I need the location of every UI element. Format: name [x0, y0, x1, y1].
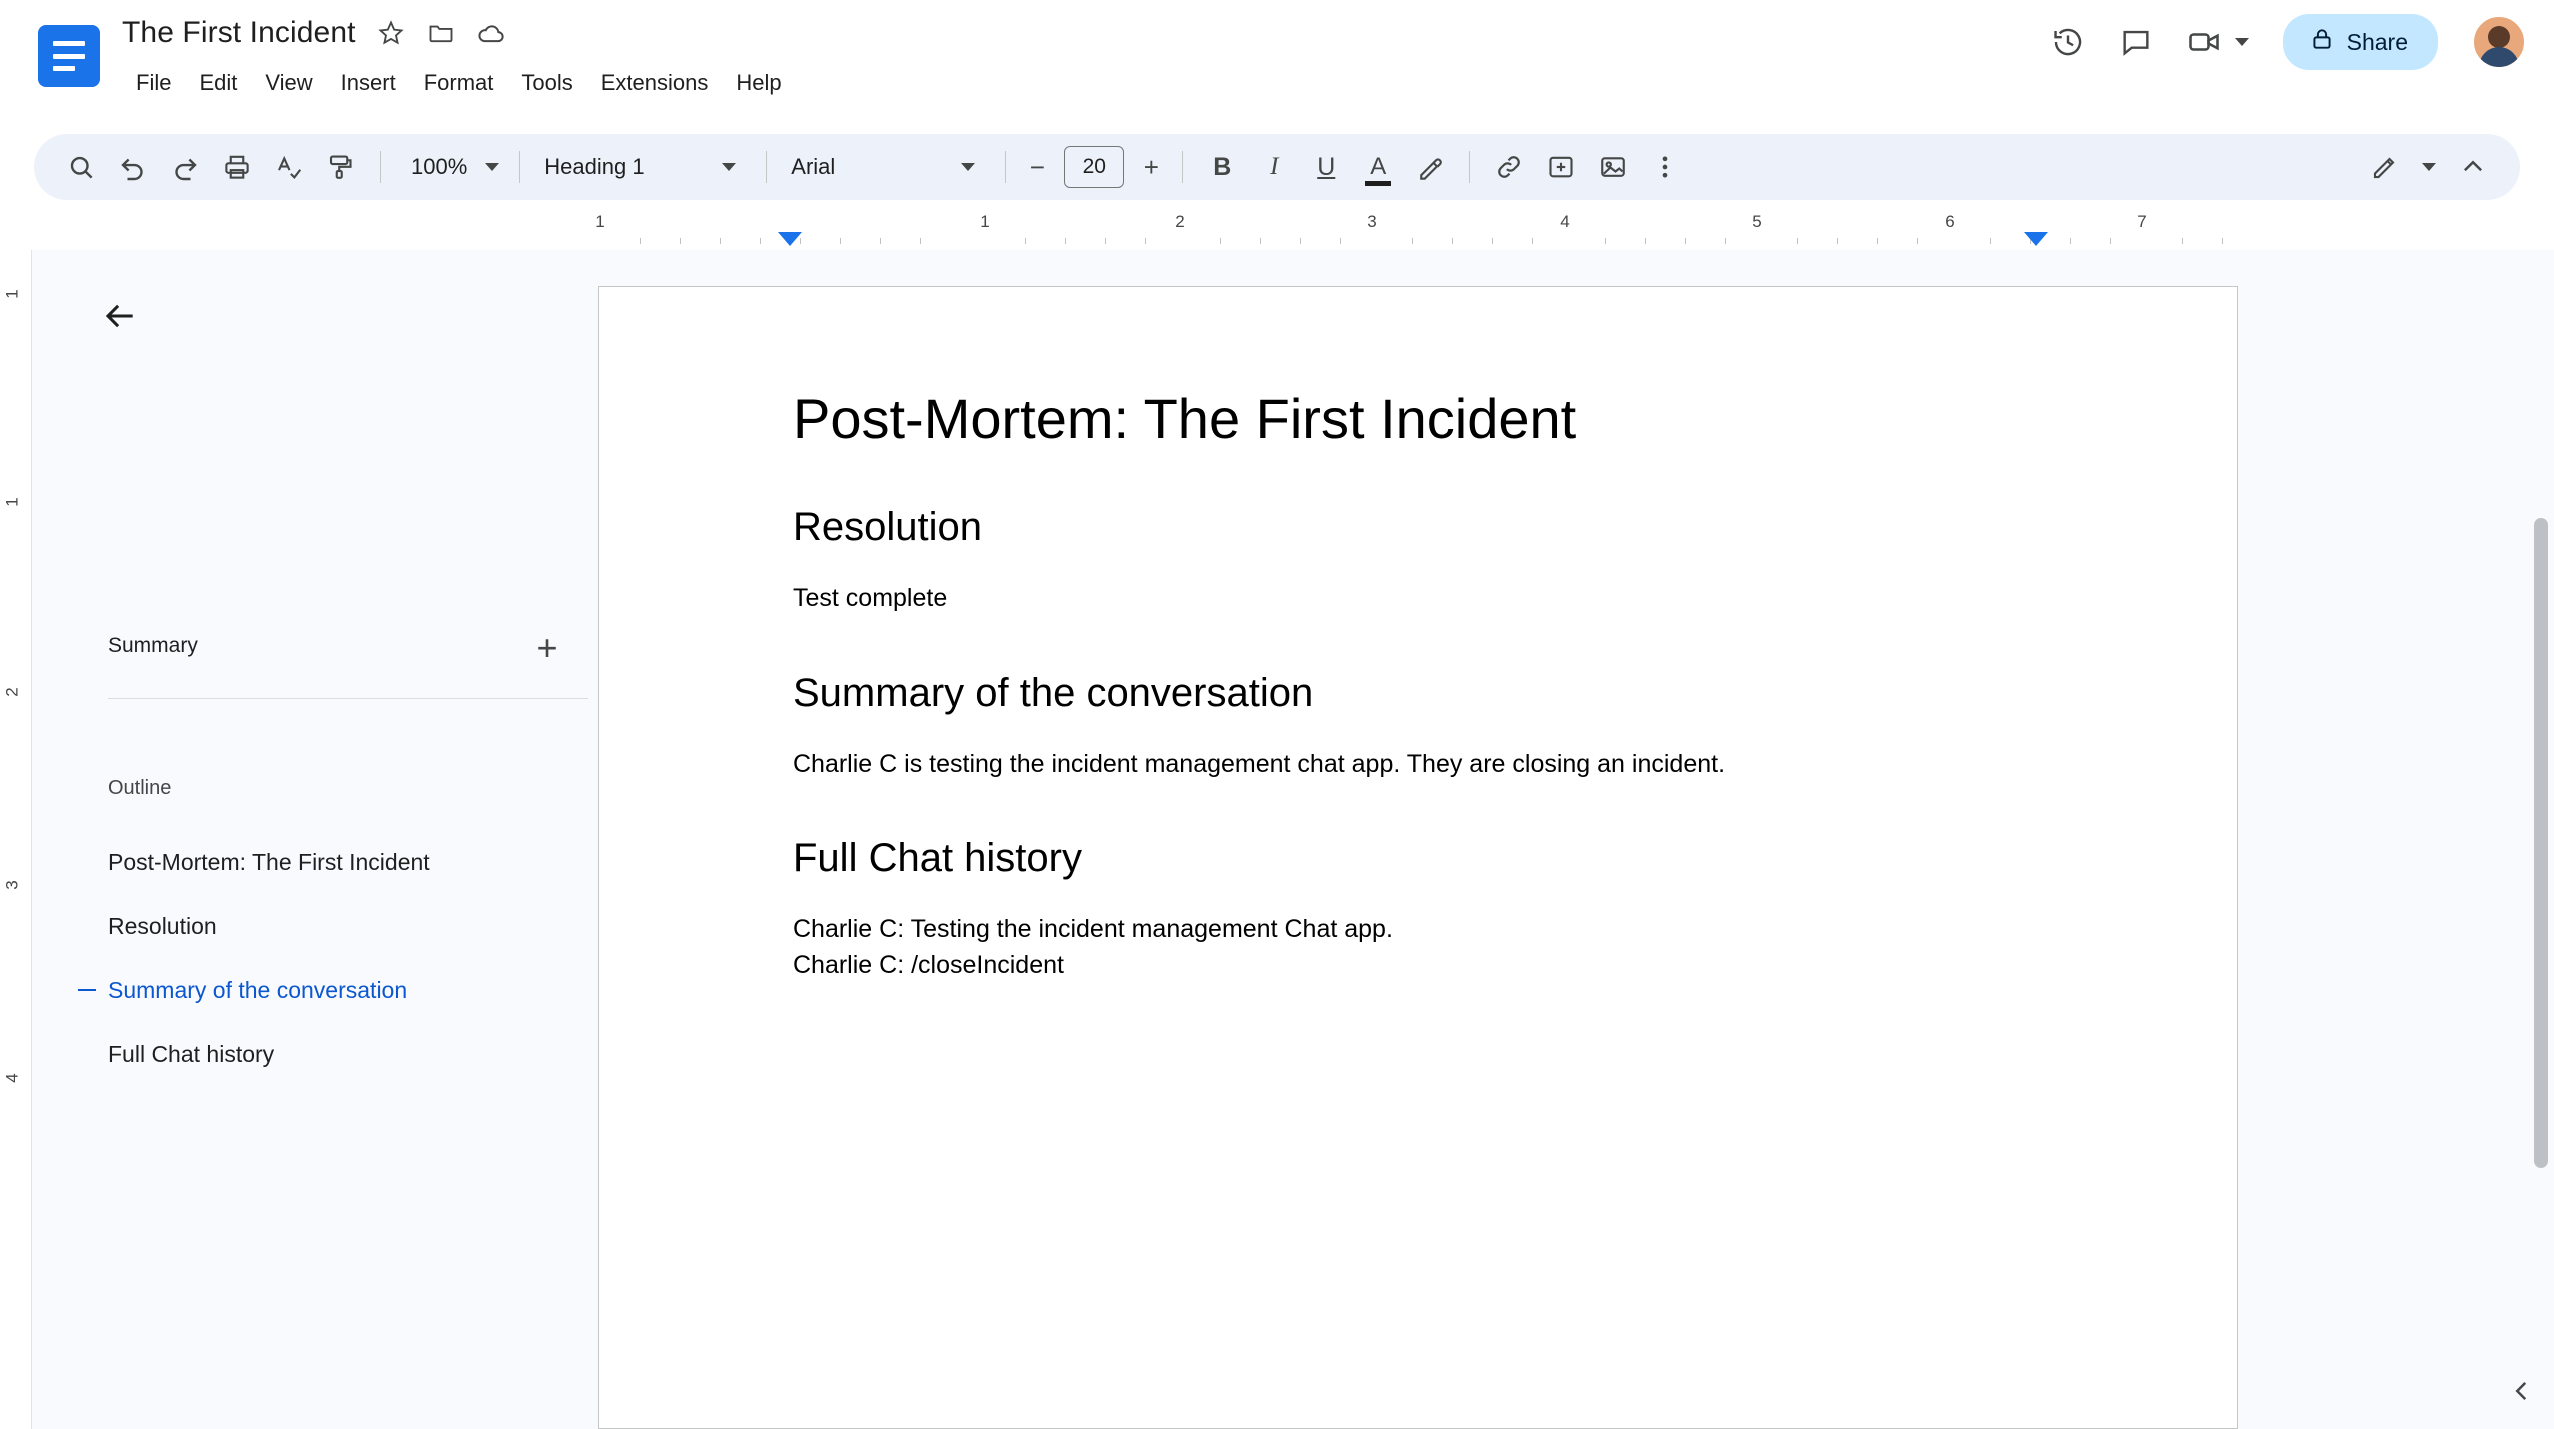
title-row	[122, 16, 506, 50]
share-label: Share	[2346, 28, 2408, 55]
paragraph-style-select[interactable]	[534, 144, 752, 190]
paragraph-style-value: Heading 1	[544, 154, 645, 179]
toolbar-divider	[519, 151, 520, 183]
paint-format-icon[interactable]	[316, 142, 366, 192]
horizontal-ruler[interactable]	[0, 212, 2554, 248]
insert-link-icon[interactable]	[1484, 142, 1534, 192]
menu-item-view[interactable]: View	[265, 70, 313, 95]
lock-icon	[2309, 26, 2335, 58]
document-chat-line-1: Charlie C: Testing the incident management Chat app.	[793, 915, 1393, 944]
left-indent-marker[interactable]	[778, 232, 802, 246]
zoom-chevron-down-icon[interactable]	[485, 163, 499, 171]
meet-dropdown-arrow-icon[interactable]	[2235, 38, 2249, 46]
undo-icon[interactable]	[108, 142, 158, 192]
highlight-pen-icon[interactable]	[1405, 142, 1455, 192]
decrease-font-size-button[interactable]: −	[1029, 151, 1045, 182]
font-size-input[interactable]: 20	[1064, 146, 1124, 188]
ruler-number: 6	[1945, 212, 1955, 231]
menu-item-tools[interactable]: Tools	[521, 70, 573, 95]
document-heading-summary: Summary of the conversation	[793, 670, 1314, 715]
ruler-number: 7	[2137, 212, 2147, 231]
insert-image-icon[interactable]	[1588, 142, 1638, 192]
document-paragraph-resolution: Test complete	[793, 584, 948, 613]
zoom-value: 100%	[411, 154, 468, 179]
right-indent-marker[interactable]	[2024, 232, 2048, 246]
toolbar-divider	[380, 151, 381, 183]
ruler-number: 4	[1560, 212, 1570, 231]
font-chevron-down-icon[interactable]	[961, 163, 975, 171]
work-area	[0, 250, 2554, 1429]
sidebar-item-post-mortem[interactable]	[32, 830, 598, 894]
menu-item-edit[interactable]: Edit	[199, 70, 238, 95]
vertical-ruler[interactable]	[0, 250, 32, 1429]
document-page[interactable]	[598, 286, 2238, 1429]
document-heading-resolution: Resolution	[793, 505, 983, 550]
sidebar-item-label: Full Chat history	[108, 1040, 275, 1067]
comment-icon[interactable]	[2113, 19, 2159, 65]
avatar-head	[2488, 26, 2510, 48]
meet-group[interactable]	[2181, 19, 2255, 65]
sidebar-item-full-chat-history[interactable]	[32, 1022, 598, 1086]
text-color-button[interactable]: A	[1353, 142, 1403, 192]
sidebar-item-label: Summary of the conversation	[108, 976, 408, 1003]
document-paragraph-summary: Charlie C is testing the incident management chat app. They are closing an incident.	[793, 749, 1726, 778]
collapse-toolbar-icon[interactable]	[2448, 142, 2498, 192]
sidebar-item-resolution[interactable]	[32, 894, 598, 958]
avatar[interactable]	[2472, 15, 2526, 69]
menu-item-insert[interactable]: Insert	[340, 70, 396, 95]
docs-logo-icon[interactable]	[38, 25, 100, 87]
redo-icon[interactable]	[160, 142, 210, 192]
outline-list	[32, 830, 598, 1086]
search-icon[interactable]	[56, 142, 106, 192]
active-indicator-dash	[78, 989, 96, 991]
ruler-number: 5	[1752, 212, 1762, 231]
expand-side-panel-icon[interactable]	[2500, 1369, 2544, 1413]
ruler-number: 3	[1367, 212, 1377, 231]
menu-item-file[interactable]: File	[136, 70, 172, 95]
avatar-body	[2479, 47, 2519, 69]
menu-item-extensions[interactable]: Extensions	[600, 70, 709, 95]
cloud-saved-icon[interactable]	[476, 18, 506, 48]
zoom-control[interactable]	[403, 154, 505, 180]
bold-button[interactable]: B	[1213, 152, 1232, 181]
toolbar-divider	[766, 151, 767, 183]
summary-section-label: Summary	[108, 634, 198, 657]
spellcheck-icon[interactable]	[264, 142, 314, 192]
vruler-number: 1	[2, 289, 22, 299]
vruler-number: 3	[2, 880, 22, 890]
add-summary-icon[interactable]: +	[536, 627, 558, 668]
star-icon[interactable]	[376, 18, 406, 48]
share-button[interactable]	[2283, 14, 2438, 70]
move-to-folder-icon[interactable]	[426, 18, 456, 48]
ruler-scale	[560, 212, 2240, 248]
top-bar	[0, 0, 2554, 130]
vruler-number: 2	[2, 687, 22, 697]
sidebar-item-summary-of-the-conversation[interactable]	[32, 958, 598, 1022]
font-family-value: Arial	[791, 154, 836, 179]
formatting-toolbar	[34, 134, 2520, 200]
vertical-scrollbar[interactable]	[2534, 518, 2548, 1168]
sidebar-divider	[108, 698, 588, 699]
document-heading-1: Post-Mortem: The First Incident	[793, 387, 1577, 450]
font-family-select[interactable]	[781, 144, 991, 190]
italic-button[interactable]: I	[1270, 153, 1279, 180]
document-heading-chat-history: Full Chat history	[793, 836, 1082, 881]
add-comment-icon[interactable]	[1536, 142, 1586, 192]
vruler-number: 1	[2, 497, 22, 507]
more-options-icon[interactable]	[1640, 142, 1690, 192]
underline-button[interactable]: U	[1317, 152, 1336, 181]
meet-camera-icon[interactable]	[2181, 19, 2227, 65]
toolbar-divider	[1005, 151, 1006, 183]
sidebar-item-label: Post-Mortem: The First Incident	[108, 848, 430, 875]
increase-font-size-button[interactable]: +	[1143, 151, 1159, 182]
font-size-stepper	[1020, 146, 1168, 188]
editing-mode-pencil-icon[interactable]	[2360, 142, 2410, 192]
mode-chevron-down-icon[interactable]	[2422, 163, 2436, 171]
menu-bar	[122, 66, 796, 100]
outline-section-label: Outline	[108, 777, 172, 799]
menu-item-format[interactable]: Format	[423, 70, 494, 95]
docs-logo-bars	[53, 41, 85, 71]
back-arrow-icon[interactable]	[94, 290, 146, 342]
version-history-icon[interactable]	[2045, 19, 2091, 65]
sidebar-item-label: Resolution	[108, 912, 217, 939]
toolbar-divider	[1469, 151, 1470, 183]
document-content[interactable]	[793, 387, 2073, 983]
document-chat-line-2: Charlie C: /closeIncident	[793, 950, 1064, 979]
ruler-number: 1	[595, 212, 605, 231]
style-chevron-down-icon[interactable]	[722, 163, 736, 171]
toolbar-divider	[1182, 151, 1183, 183]
menu-item-help[interactable]: Help	[736, 70, 782, 95]
outline-sidebar	[32, 250, 598, 1429]
print-icon[interactable]	[212, 142, 262, 192]
ruler-number: 1	[980, 212, 990, 231]
toolbar-right-group	[2360, 142, 2498, 192]
page-title[interactable]: The First Incident	[122, 16, 356, 49]
ruler-number: 2	[1175, 212, 1185, 231]
top-right-actions	[2045, 14, 2526, 70]
vruler-number: 4	[2, 1073, 22, 1083]
